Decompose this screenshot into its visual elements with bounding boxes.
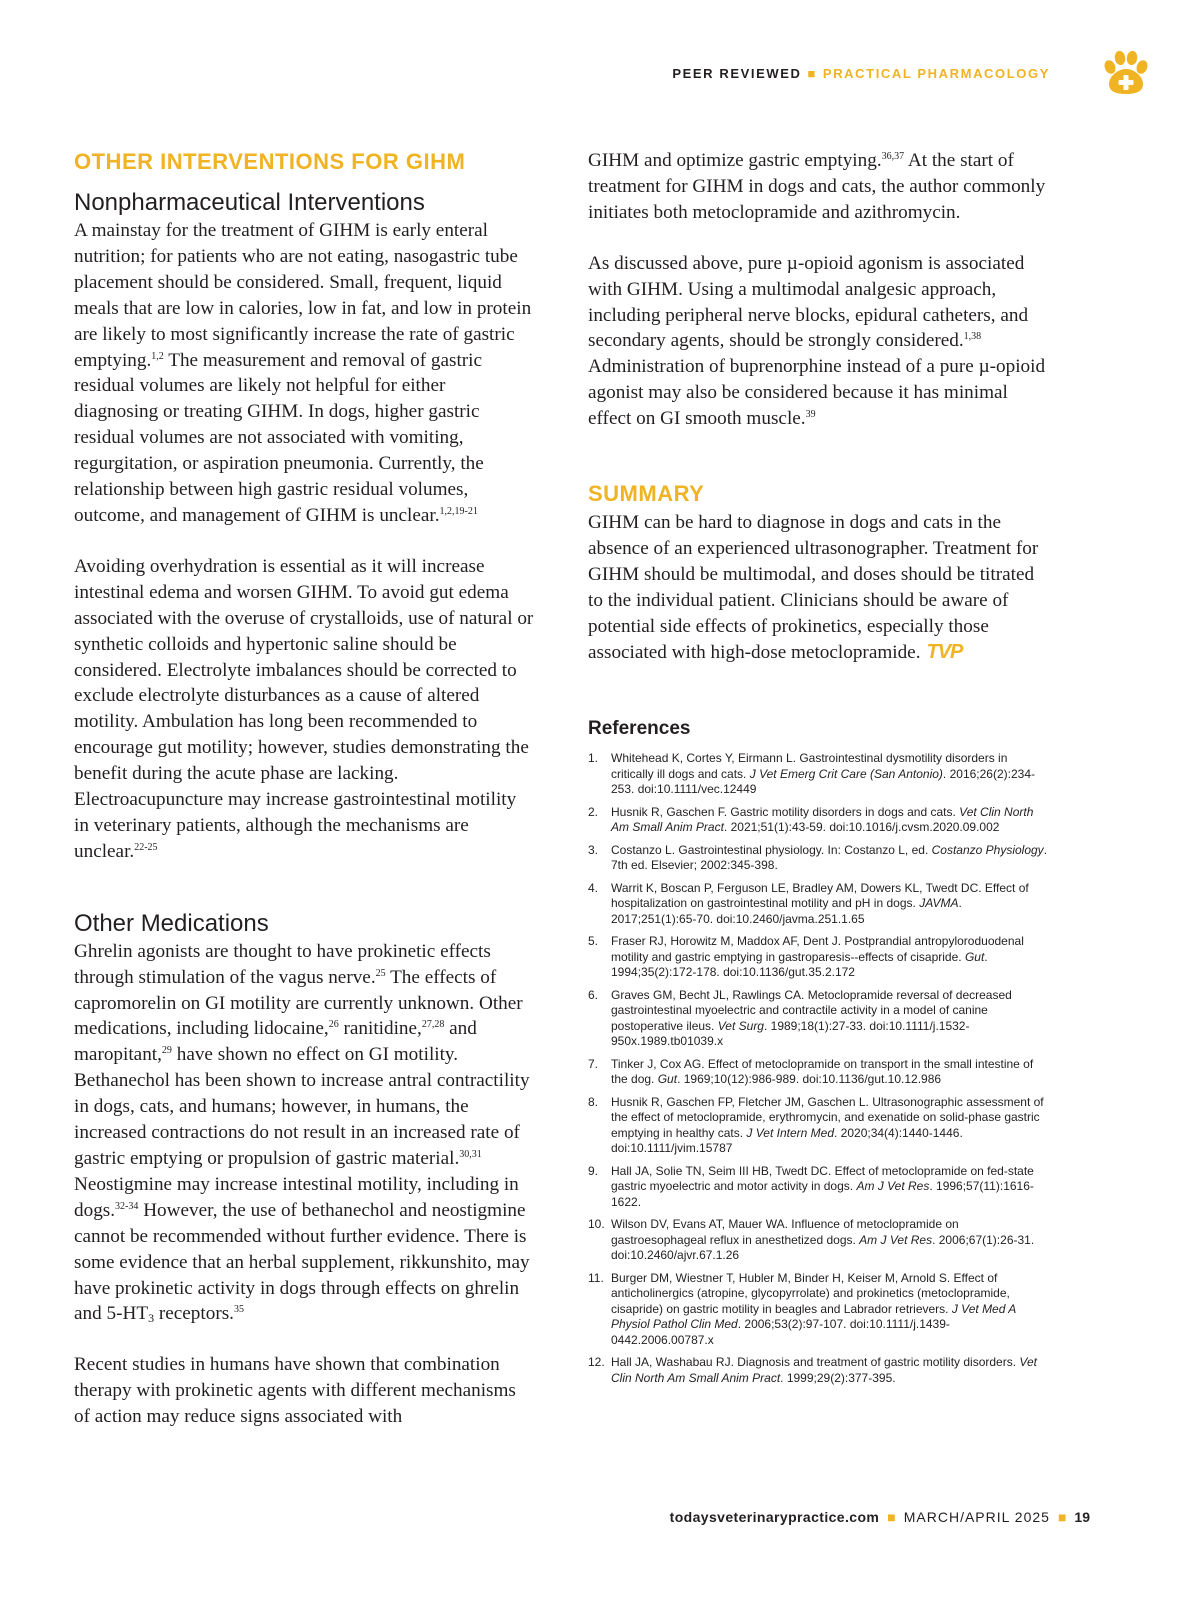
- paragraph: Avoiding overhydration is essential as it will increase intestinal edema and worsen GIHM. To avoid gut edema associated with the overuse of crystalloids, use of natural or synthetic colloids and hypertonic saline should be considered. Electrolyte imbalances should be corrected to exclude electrolyte disturbances as a cause of altered motility. Ambulation has long been recommended to encourage gut motility; however, studies demonstrating the benefit during the acute phase are lacking. Electroacupuncture may increase gastrointestinal motility in veterinary patients, although the mechanisms are unclear.$^{22-25}$: [74, 555, 534, 862]
- footer-separator: ■: [1057, 1509, 1067, 1525]
- reference-item: 2. Husnik R, Gaschen F. Gastric motility disorders in dogs and cats. Vet Clin North Am Small Anim Pract. 2021;51(1):43-59. doi:10.1016/j.cvsm.2020.09.002: [588, 804, 1034, 835]
- reference-item: 10. Wilson DV, Evans AT, Mauer WA. Influence of metoclopramide on gastroesophageal reflux in anesthetized dogs. Am J Vet Res. 2006;67(1):26-31. doi:10.2460/ajvr.67.1.26: [588, 1217, 1035, 1263]
- subheading-nonpharmaceutical: Nonpharmaceutical Interventions: [74, 189, 425, 216]
- page-footer: [670, 1509, 1090, 1525]
- header-separator: ■: [807, 66, 817, 81]
- references-list: [588, 751, 1050, 1386]
- section-heading-summary: SUMMARY: [588, 481, 705, 507]
- end-mark-logo: TVP: [926, 640, 963, 663]
- reference-item: 4. Warrit K, Boscan P, Ferguson LE, Bradley AM, Dowers KL, Twedt DC. Effect of hospitalization on gastrointestinal motility and pH in dogs. JAVMA. 2017;251(1):65-70. doi:10.2460/javma.251.1.65: [588, 880, 1029, 926]
- reference-item: 7. Tinker J, Cox AG. Effect of metoclopramide on transport in the small intestine of the dog. Gut. 1969;10(12):986-989. doi:10.1136/gut.10.12.986: [588, 1056, 1034, 1087]
- running-header: [672, 66, 1050, 81]
- reference-item: 12. Hall JA, Washabau RJ. Diagnosis and treatment of gastric motility disorders. Vet Clin North Am Small Anim Pract. 1999;29(2):377-395.: [588, 1355, 1037, 1385]
- footer-separator: ■: [887, 1509, 896, 1525]
- reference-item: 5. Fraser RJ, Horowitz M, Maddox AF, Dent J. Postprandial antropyloroduodenal motility and gastric emptying in gastroparesis--effects of cisapride. Gut. 1994;35(2):172-178. doi:10.1136/gut.35.2.172: [588, 934, 1024, 980]
- references-heading: References: [588, 717, 691, 739]
- page-number: 19: [1074, 1509, 1090, 1525]
- paragraph: Ghrelin agonists are thought to have prokinetic effects through stimulation of the vagus nerve.$^{25}$ The effects of capromorelin on GI motility are currently unknown. Other medications, including lidocaine,$^{26}$ ranitidine,$^{27,28}$ and maropitant,$^{29}$ have shown no effect on GI motility. Bethanechol has been shown to increase antral contractility in dogs, cats, and humans; however, in humans, the increased contractions do not result in an increased rate of gastric emptying or propulsion of gastric material.$^{30,31}$ Neostigmine may increase intestinal motility, including in dogs.$^{32-34}$ However, the use of bethanechol and neostigmine cannot be recommended without further evidence. There is some evidence that an herbal supplement, rikkunshito, may have prokinetic activity in dogs through effects on ghrelin and $5-HT_3$ receptors.$^{35}$: [74, 940, 530, 1326]
- subheading-other-medications: Other Medications: [74, 909, 269, 937]
- left-column: [74, 148, 534, 1430]
- site-link[interactable]: todaysveterinarypractice.com: [669, 1509, 880, 1525]
- peer-reviewed-label: PEER REVIEWED: [672, 66, 802, 81]
- right-column: [588, 148, 1050, 1393]
- summary-paragraph: GIHM can be hard to diagnose in dogs and cats in the absence of an experienced ultrasonographer. Treatment for GIHM should be multimodal, and doses should be titrated to the individual patient. Clinicians should be aware of potential side effects of prokinetics, especially those associated with high-dose metoclopramide. TVP: [588, 512, 1039, 663]
- reference-item: 1. Whitehead K, Cortes Y, Eirmann L. Gastrointestinal dysmotility disorders in critically ill dogs and cats. J Vet Emerg Crit Care (San Antonio). 2016;26(2):234-253. doi:10.1111/vec.12449: [588, 751, 1035, 797]
- paragraph: Recent studies in humans have shown that combination therapy with prokinetic agents with different mechanisms of action may reduce signs associated with: [74, 1354, 516, 1428]
- section-heading-other-interventions: OTHER INTERVENTIONS FOR GIHM: [74, 149, 466, 174]
- paragraph: GIHM and optimize gastric emptying.$^{36,37}$ At the start of treatment for GIHM in dogs and cats, the author commonly initiates both metoclopramide and azithromycin.: [588, 150, 1046, 223]
- reference-item: 3. Costanzo L. Gastrointestinal physiology. In: Costanzo L, ed. Costanzo Physiology. 7th ed. Elsevier; 2002:345-398.: [588, 842, 1048, 873]
- section-label: PRACTICAL PHARMACOLOGY: [822, 66, 1050, 81]
- paragraph: As discussed above, pure µ-opioid agonism is associated with GIHM. Using a multimodal analgesic approach, including peripheral nerve blocks, epidural catheters, and secondary agents, should be strongly considered.$^{1,38}$ Administration of buprenorphine instead of a pure µ-opioid agonist may also be considered because it has minimal effect on GI smooth muscle.$^{39}$: [588, 252, 1046, 430]
- paragraph: A mainstay for the treatment of GIHM is early enteral nutrition; for patients who are not eating, nasogastric tube placement should be considered. Small, frequent, liquid meals that are low in calories, low in fat, and low in protein are likely to most significantly increase the rate of gastric emptying.$^{1,2}$ The measurement and removal of gastric residual volumes are likely not helpful for either diagnosing or treating GIHM. In dogs, higher gastric residual volumes are not associated with vomiting, regurgitation, or aspiration pneumonia. Currently, the relationship between high gastric residual volumes, outcome, and management of GIHM is unclear.$^{1,2,19-21}$: [74, 220, 532, 526]
- reference-item: 9. Hall JA, Solie TN, Seim III HB, Twedt DC. Effect of metoclopramide on fed-state gastric myoelectric and motor activity in dogs. Am J Vet Res. 1996;57(11):1616-1622.: [588, 1163, 1034, 1209]
- reference-item: 11. Burger DM, Wiestner T, Hubler M, Binder H, Keiser M, Arnold S. Effect of anticholinergics (atropine, glycopyrrolate) and prokinetics (metoclopramide, cisapride) on gastric motility in beagles and Labrador retrievers. J Vet Med A Physiol Pathol Clin Med. 2006;53(2):97-107. doi:10.1111/j.1439-0442.2006.00787.x: [588, 1270, 1016, 1347]
- issue-date: MARCH/APRIL 2025: [903, 1509, 1050, 1525]
- reference-item: 6. Graves GM, Becht JL, Rawlings CA. Metoclopramide reversal of decreased gastrointestinal myoelectric and contractile activity in a model of canine postoperative ileus. Vet Surg. 1989;18(1):27-33. doi:10.1111/j.1532-950x.1989.tb01039.x: [588, 987, 1012, 1049]
- paw-plus-icon: [1102, 50, 1150, 98]
- reference-item: 8. Husnik R, Gaschen FP, Fletcher JM, Gaschen L. Ultrasonographic assessment of the effect of metoclopramide, erythromycin, and exenatide on solid-phase gastric emptying in healthy cats. J Vet Intern Med. 2020;34(4):1440-1446. doi:10.1111/jvim.15787: [588, 1094, 1044, 1156]
